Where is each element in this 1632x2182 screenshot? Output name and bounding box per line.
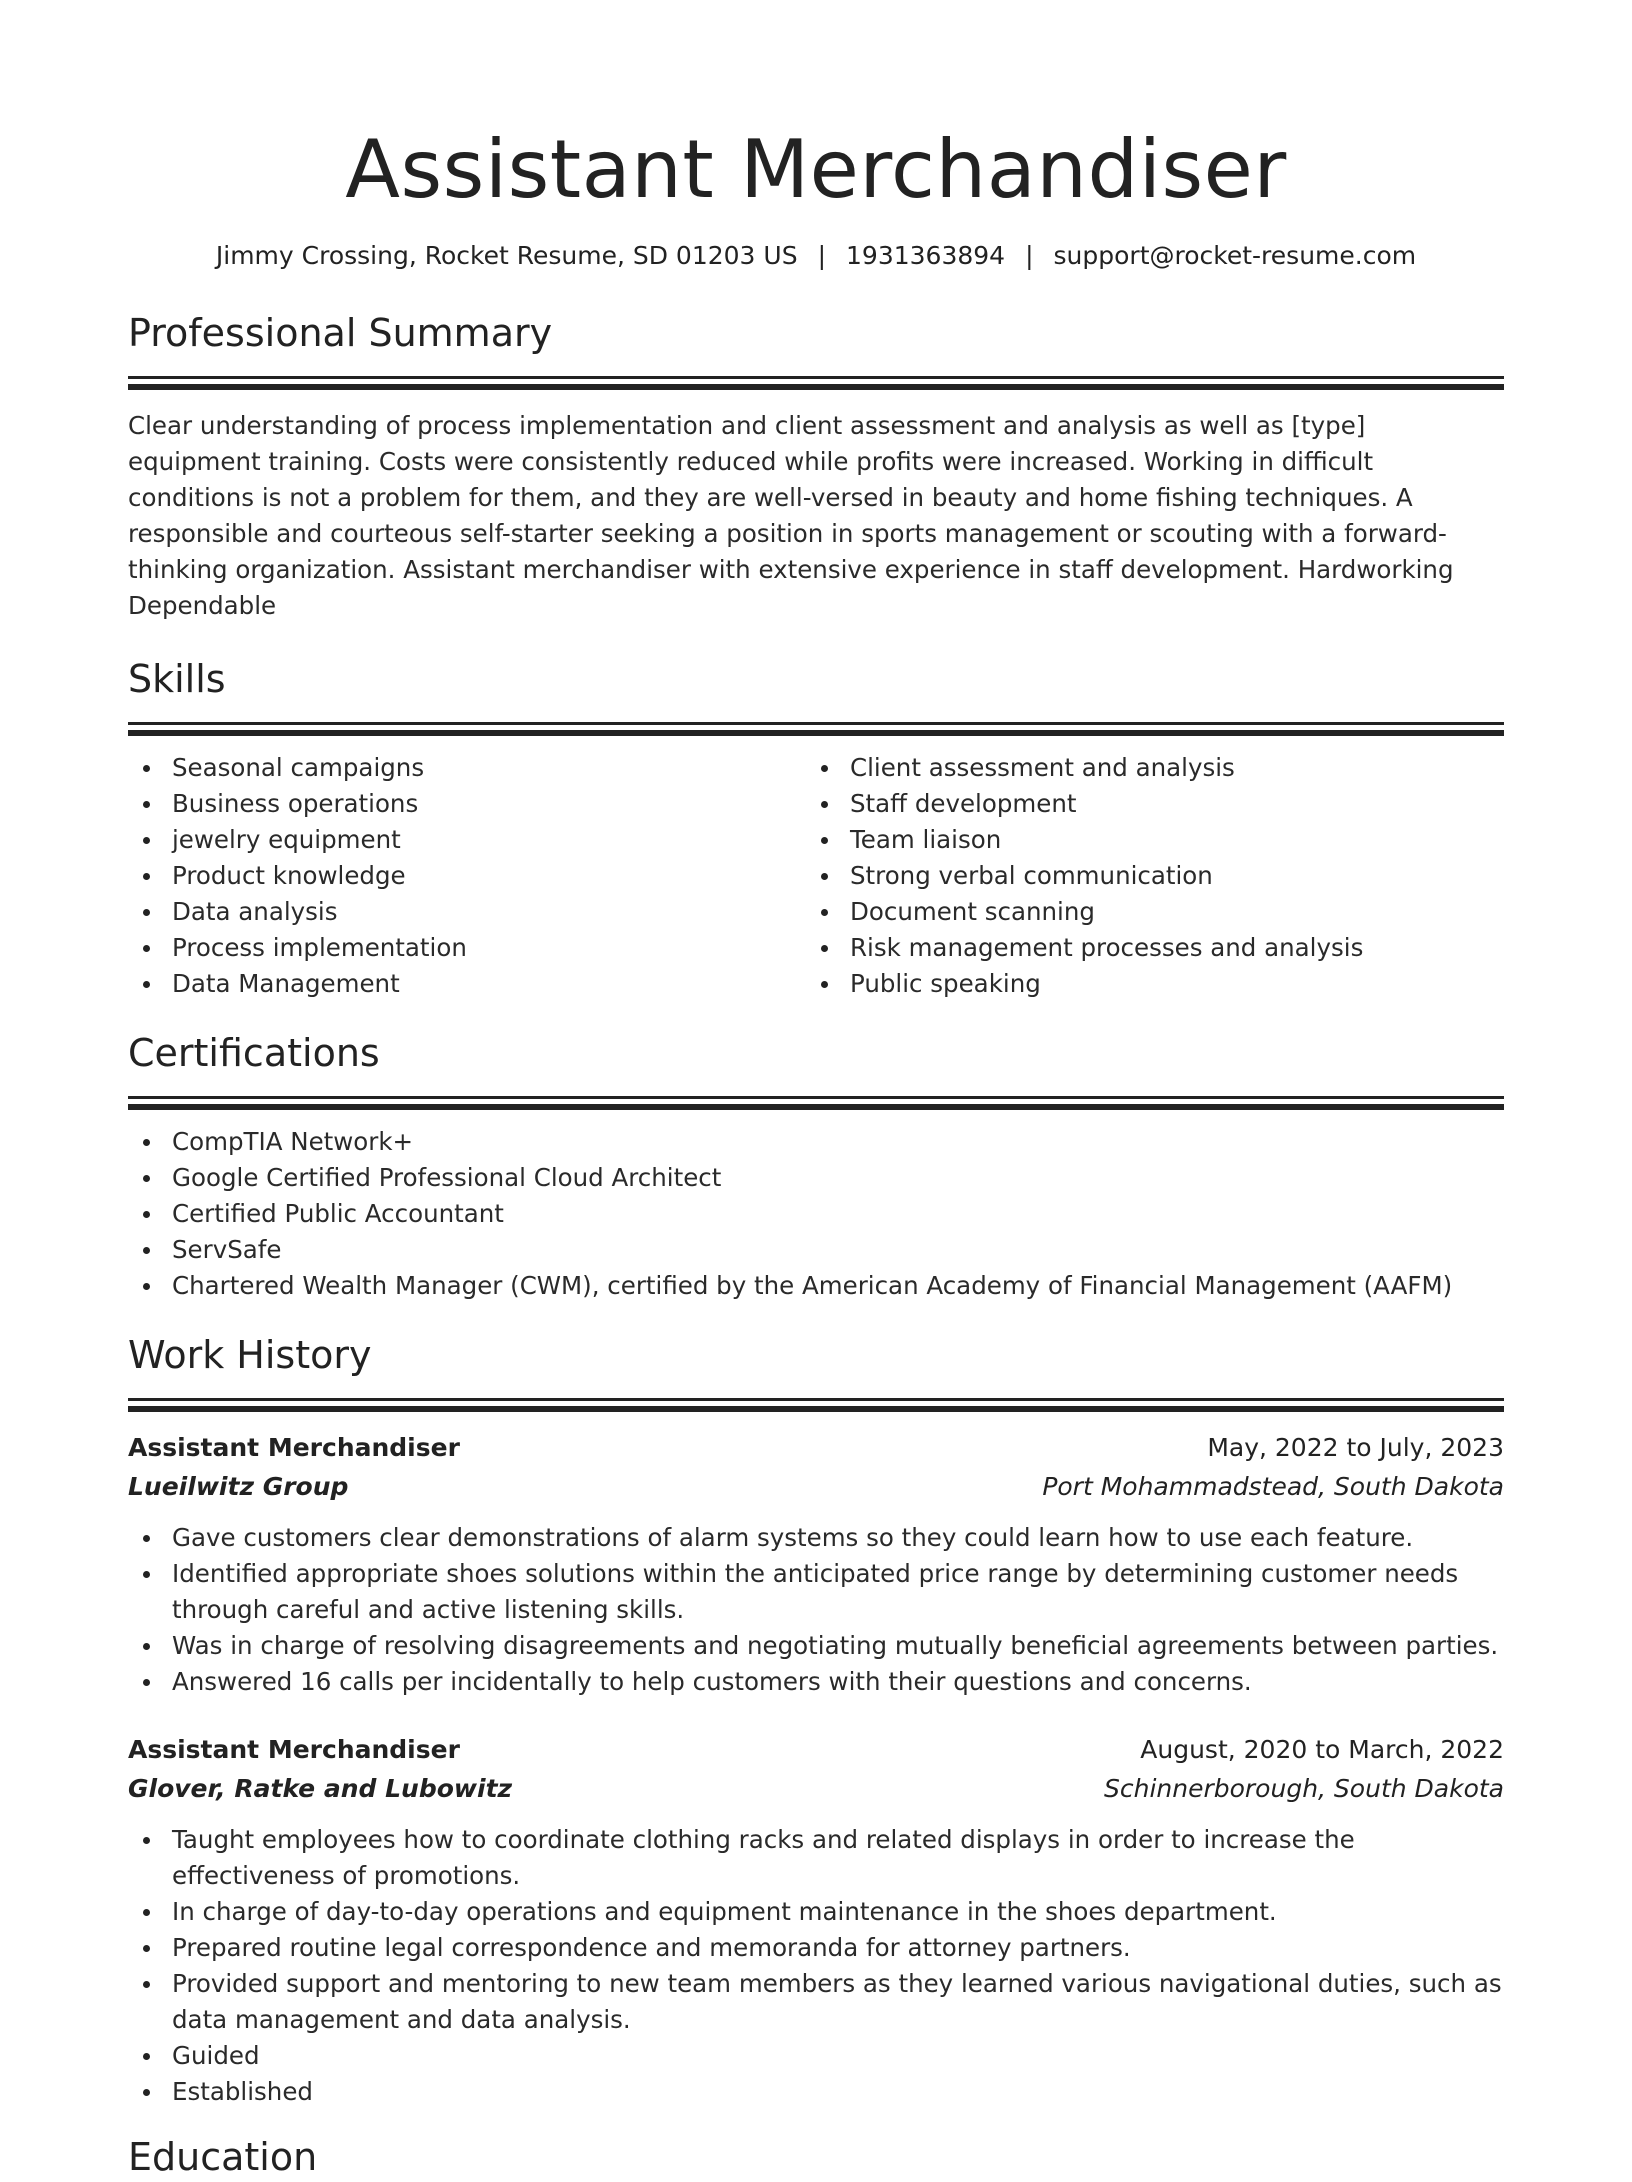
list-item: [128, 2074, 1504, 2110]
skill-label: Strong verbal communication: [850, 861, 1213, 890]
skills-list-right: [806, 750, 1484, 1002]
duty-text: Taught employees how to coordinate clothing racks and related displays in order to increase the effectiveness of promotions.: [172, 1825, 1355, 1890]
duty-text: Provided support and mentoring to new team members as they learned various navigational duties, such as data management and data analysis.: [172, 1969, 1502, 2034]
job-company: Lueilwitz Group: [128, 1472, 349, 1501]
bullet-icon: [143, 1211, 150, 1218]
job-location: Schinnerborough, South Dakota: [1103, 1774, 1504, 1803]
list-item: [128, 1628, 1504, 1664]
section-divider: [128, 722, 1504, 725]
job-dates: August, 2020 to March, 2022: [1140, 1735, 1504, 1764]
list-item: [128, 930, 806, 966]
bullet-icon: [143, 981, 150, 988]
certification-label: CompTIA Network+: [172, 1127, 414, 1156]
section-divider: [128, 376, 1504, 379]
list-item: [128, 1894, 1504, 1930]
job-dates: May, 2022 to July, 2023: [1207, 1433, 1504, 1462]
bullet-icon: [143, 1909, 150, 1916]
skills-section: [128, 654, 1504, 1002]
duty-text: Was in charge of resolving disagreements and negotiating mutually beneficial agreements between parties.: [172, 1631, 1499, 1660]
section-divider: [128, 730, 1504, 736]
contact-line: [128, 238, 1504, 274]
section-divider: [128, 1096, 1504, 1099]
skill-label: Risk management processes and analysis: [850, 933, 1364, 962]
bullet-icon: [143, 2053, 150, 2060]
bullet-icon: [143, 1945, 150, 1952]
bullet-icon: [821, 981, 828, 988]
page-title: Assistant Merchandiser: [345, 123, 1287, 216]
list-item: [128, 1556, 1504, 1628]
list-item: [128, 1268, 1504, 1304]
skill-label: Seasonal campaigns: [172, 753, 425, 782]
list-item: [128, 822, 806, 858]
bullet-icon: [143, 1981, 150, 1988]
skill-label: Team liaison: [850, 825, 1002, 854]
bullet-icon: [143, 1837, 150, 1844]
bullet-icon: [821, 837, 828, 844]
bullet-icon: [143, 837, 150, 844]
list-item: [128, 1196, 1504, 1232]
list-item: [128, 786, 806, 822]
job-location: Port Mohammadstead, South Dakota: [1042, 1472, 1504, 1501]
skill-label: Data Management: [172, 969, 400, 998]
bullet-icon: [143, 1571, 150, 1578]
duty-text: Guided: [172, 2041, 260, 2070]
list-item: [128, 1822, 1504, 1894]
list-item: [806, 858, 1484, 894]
job-title: Assistant Merchandiser: [128, 1433, 460, 1462]
skills-grid: [128, 750, 1504, 1002]
skill-label: Business operations: [172, 789, 419, 818]
job-subheader: [128, 1770, 1504, 1808]
bullet-icon: [821, 801, 828, 808]
duty-text: Answered 16 calls per incidentally to help customers with their questions and concerns.: [172, 1667, 1252, 1696]
list-item: [806, 894, 1484, 930]
list-item: [128, 1930, 1504, 1966]
job-duties-list: [128, 1520, 1504, 1700]
bullet-icon: [143, 1283, 150, 1290]
duty-text: In charge of day-to-day operations and equipment maintenance in the shoes department.: [172, 1897, 1277, 1926]
job-entry: [128, 1730, 1504, 2110]
bullet-icon: [821, 765, 828, 772]
skill-label: Public speaking: [850, 969, 1041, 998]
skill-label: Staff development: [850, 789, 1077, 818]
list-item: [806, 750, 1484, 786]
bullet-icon: [143, 801, 150, 808]
list-item: [128, 2038, 1504, 2074]
bullet-icon: [143, 1139, 150, 1146]
list-item: [128, 1664, 1504, 1700]
list-item: [128, 750, 806, 786]
contact-separator: |: [817, 241, 827, 270]
education-section: [128, 2132, 1504, 2182]
section-divider: [128, 1406, 1504, 1412]
bullet-icon: [143, 2089, 150, 2096]
skill-label: jewelry equipment: [172, 825, 401, 854]
skill-label: Data analysis: [172, 897, 338, 926]
list-item: [128, 966, 806, 1002]
certification-label: ServSafe: [172, 1235, 282, 1264]
contact-email[interactable]: support@rocket-resume.com: [1053, 241, 1417, 270]
list-item: [806, 822, 1484, 858]
section-divider: [128, 1104, 1504, 1110]
certification-label: Google Certified Professional Cloud Architect: [172, 1163, 722, 1192]
skills-list-left: [128, 750, 806, 1002]
bullet-icon: [143, 945, 150, 952]
list-item: [128, 1232, 1504, 1268]
bullet-icon: [143, 1175, 150, 1182]
certifications-section: [128, 1028, 1504, 1304]
list-item: [806, 786, 1484, 822]
list-item: [128, 1124, 1504, 1160]
bullet-icon: [821, 945, 828, 952]
duty-text: Identified appropriate shoes solutions within the anticipated price range by determining customer needs through careful and active listening skills.: [172, 1559, 1459, 1624]
duty-text: Prepared routine legal correspondence and memoranda for attorney partners.: [172, 1933, 1131, 1962]
list-item: [806, 966, 1484, 1002]
summary-section: [128, 308, 1504, 624]
bullet-icon: [821, 873, 828, 880]
skill-label: Process implementation: [172, 933, 467, 962]
bullet-icon: [143, 1535, 150, 1542]
job-title: Assistant Merchandiser: [128, 1735, 460, 1764]
job-subheader: [128, 1468, 1504, 1506]
skill-label: Product knowledge: [172, 861, 406, 890]
contact-separator: |: [1025, 241, 1034, 270]
list-item: [128, 858, 806, 894]
job-header: [128, 1428, 1504, 1468]
certification-label: Chartered Wealth Manager (CWM), certified by the American Academy of Financial Management (AAFM): [172, 1271, 1453, 1300]
contact-phone: 1931363894: [846, 241, 1006, 270]
job-entry: [128, 1428, 1504, 1700]
bullet-icon: [821, 909, 828, 916]
duty-text: Gave customers clear demonstrations of alarm systems so they could learn how to use each feature.: [172, 1523, 1414, 1552]
section-heading-summary: Professional Summary: [128, 311, 553, 355]
duty-text: Established: [172, 2077, 313, 2106]
list-item: [128, 1520, 1504, 1556]
contact-address: Jimmy Crossing, Rocket Resume, SD 01203 US: [215, 241, 798, 270]
list-item: [128, 1966, 1504, 2038]
skill-label: Client assessment and analysis: [850, 753, 1235, 782]
certifications-list: [128, 1124, 1504, 1304]
section-heading-work-history: Work History: [128, 1333, 372, 1377]
job-company: Glover, Ratke and Lubowitz: [128, 1774, 513, 1803]
bullet-icon: [143, 909, 150, 916]
work-history-section: [128, 1330, 1504, 2110]
bullet-icon: [143, 765, 150, 772]
section-heading-education: Education: [128, 2135, 318, 2179]
list-item: [128, 894, 806, 930]
section-divider: [128, 384, 1504, 390]
resume-page: [128, 0, 1504, 2182]
section-heading-skills: Skills: [128, 657, 226, 701]
bullet-icon: [143, 1643, 150, 1650]
section-divider: [128, 1398, 1504, 1401]
bullet-icon: [143, 1679, 150, 1686]
list-item: [128, 1160, 1504, 1196]
certification-label: Certified Public Accountant: [172, 1199, 504, 1228]
job-duties-list: [128, 1822, 1504, 2110]
skill-label: Document scanning: [850, 897, 1095, 926]
bullet-icon: [143, 873, 150, 880]
section-heading-certifications: Certifications: [128, 1031, 380, 1075]
bullet-icon: [143, 1247, 150, 1254]
summary-text: Clear understanding of process implementation and client assessment and analysis as well as [type] equipment training. Costs were consistently reduced while profits were increased. Working in difficult conditions is not a problem for them, and they are well-versed in beauty and home fishing techniques. A responsible and courteous self-starter seeking a position in sports management or scouting with a forward-thinking organization. Assistant merchandiser with extensive experience in staff development. Hardworking Dependable: [128, 411, 1454, 620]
list-item: [806, 930, 1484, 966]
job-header: [128, 1730, 1504, 1770]
